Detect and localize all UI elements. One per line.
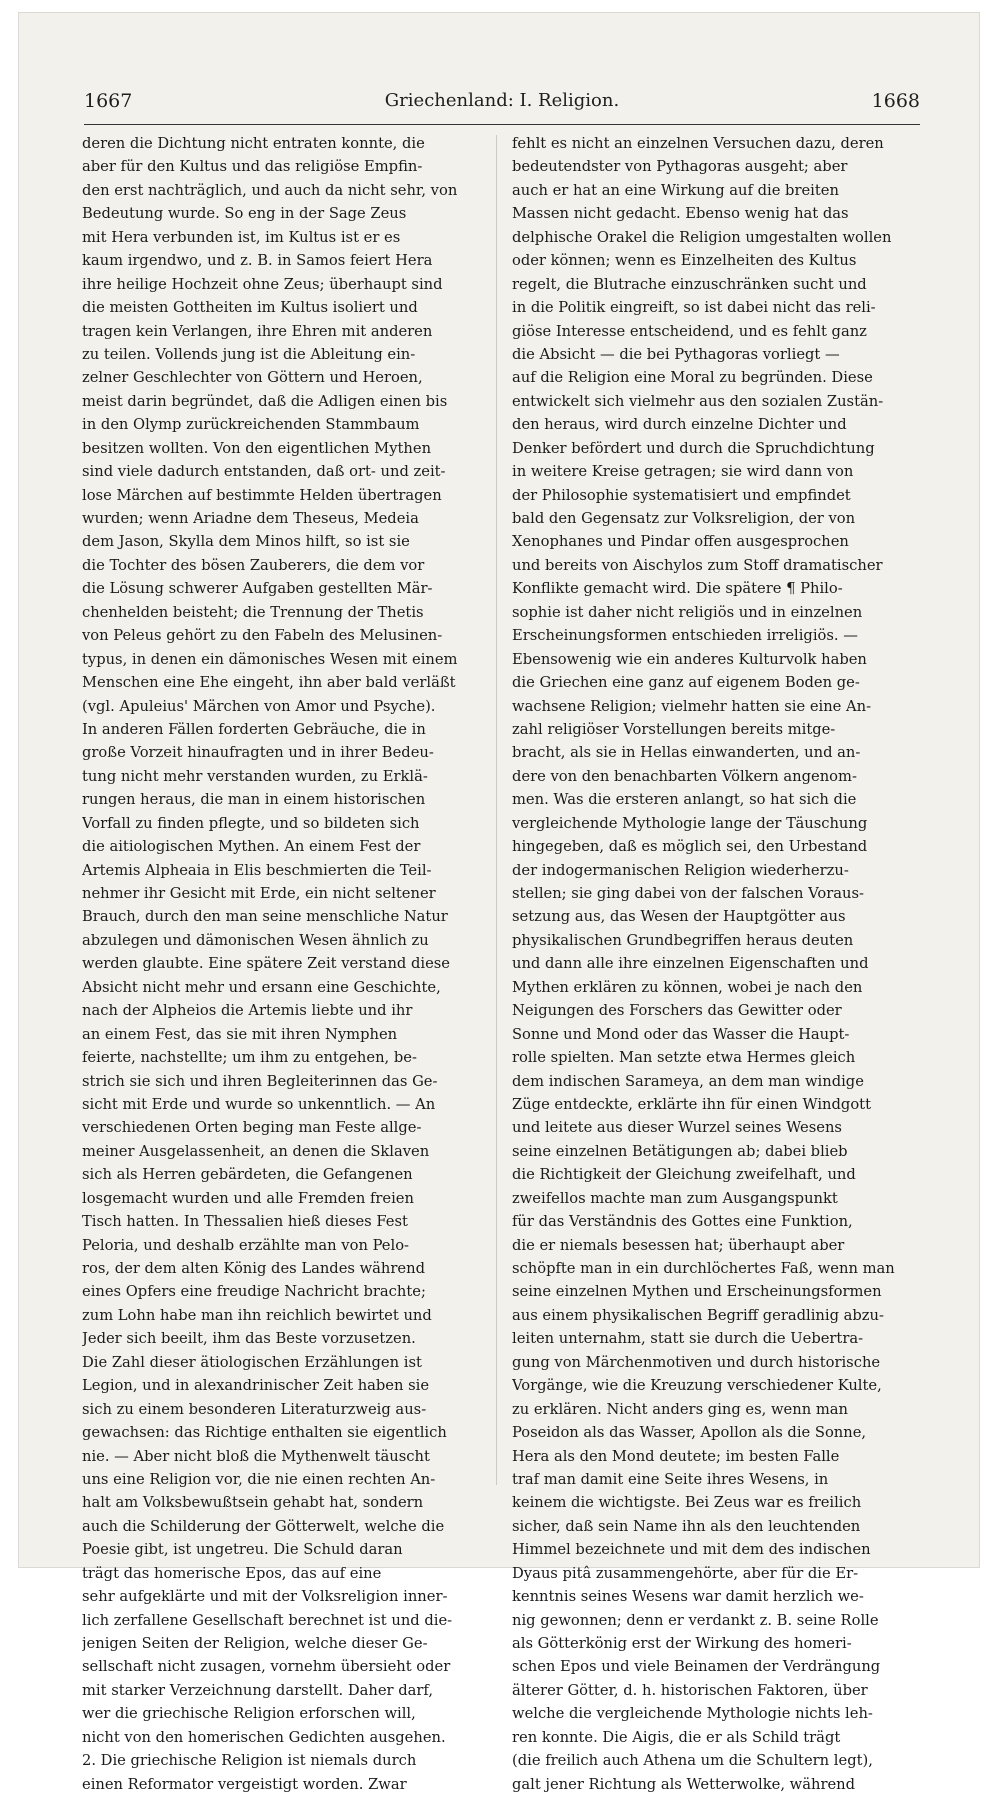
text-line: zu erklären. Nicht anders ging es, wenn man (512, 1400, 848, 1418)
text-line: nehmer ihr Gesicht mit Erde, ein nicht seltener (82, 885, 436, 902)
text-line: Peloria, und deshalb erzählte man von Pelo- (82, 1236, 409, 1254)
text-line: wachsene Religion; vielmehr hatten sie eine An- (512, 697, 872, 715)
text-line: Konflikte gemacht wird. Die spätere ¶ Philo- (512, 580, 843, 598)
text-line: Bedeutung wurde. So eng in der Sage Zeus (82, 205, 407, 223)
text-line: zum Lohn habe man ihn reichlich bewirtet und (82, 1306, 432, 1324)
text-line: aber für den Kultus und das religiöse Empfin- (82, 158, 423, 176)
text-line: kenntnis seines Wesens war damit herzlich we- (512, 1588, 864, 1606)
text-line: für das Verständnis des Gottes eine Funktion, (512, 1213, 853, 1231)
text-line: nicht von den homerischen Gedichten ausgehen. (82, 1728, 446, 1746)
text-line: der indogermanischen Religion wiederherzu- (512, 861, 849, 879)
text-line: Massen nicht gedacht. Ebenso wenig hat das (512, 205, 849, 223)
text-line: wer die griechische Religion erforschen will, (82, 1705, 416, 1723)
text-line: stellen; sie ging dabei von der falschen Voraus- (512, 885, 864, 902)
text-line: welche die vergleichende Mythologie nichts leh- (512, 1705, 873, 1723)
text-line: älterer Götter, d. h. historischen Faktoren, über (512, 1681, 868, 1699)
text-line: und dann alle ihre einzelnen Eigenschaften und (512, 955, 869, 973)
text-line: in den Olymp zurückreichenden Stammbaum (82, 416, 420, 434)
text-line: den heraus, wird durch einzelne Dichter und (512, 416, 847, 434)
text-line: Himmel bezeichnete und mit dem des indischen (512, 1541, 871, 1559)
text-line: abzulegen und dämonischen Wesen ähnlich zu (82, 931, 429, 949)
text-line: Artemis Alpheaia in Elis beschmierten die Teil- (82, 861, 432, 879)
text-line: fehlt es nicht an einzelnen Versuchen dazu, deren (512, 135, 884, 152)
text-line: in weitere Kreise getragen; sie wird dann von (512, 463, 854, 481)
header-rule (84, 124, 920, 125)
right-column (512, 132, 922, 1796)
text-line: sicht mit Erde und wurde so unkenntlich. — An (82, 1095, 436, 1113)
text-line: oder können; wenn es Einzelheiten des Kultus (512, 252, 857, 270)
page-number-right: 1668 (871, 90, 920, 112)
text-line: Absicht nicht mehr und ersann eine Geschichte, (82, 978, 441, 996)
text-line: Xenophanes und Pindar offen ausgesprochen (512, 533, 849, 551)
text-line: Tisch hatten. In Thessalien hieß dieses Fest (82, 1213, 408, 1231)
text-line: schen Epos und viele Beinamen der Verdrängung (512, 1658, 881, 1676)
text-line: Poesie gibt, ist ungetreu. Die Schuld daran (82, 1541, 403, 1559)
text-line: bald den Gegensatz zur Volksreligion, der von (512, 510, 856, 527)
text-line: meist darin begründet, daß die Adligen einen bis (82, 392, 448, 410)
text-line: die aitiologischen Mythen. An einem Fest der (82, 838, 421, 856)
text-line: an einem Fest, das sie mit ihren Nymphen (82, 1025, 398, 1043)
text-line: Jeder sich beeilt, ihm das Beste vorzusetzen. (82, 1330, 416, 1348)
text-line: Ebensowenig wie ein anderes Kulturvolk haben (512, 650, 867, 668)
text-line: rungen heraus, die man in einem historischen (82, 791, 426, 809)
text-line: von Peleus gehört zu den Fabeln des Melusinen- (82, 627, 443, 645)
text-line: zweifellos machte man zum Ausgangspunkt (512, 1189, 838, 1207)
text-line: die er niemals besessen hat; überhaupt aber (512, 1236, 845, 1254)
text-line: Vorgänge, wie die Kreuzung verschiedener Kulte, (512, 1377, 882, 1395)
text-line: chenhelden beisteht; die Trennung der Thetis (82, 603, 424, 621)
text-line: seine einzelnen Betätigungen ab; dabei blieb (512, 1142, 848, 1160)
text-line: und bereits von Aischylos zum Stoff dramatischer (512, 556, 883, 574)
text-line: sind viele dadurch entstanden, daß ort- und zeit- (82, 463, 446, 481)
text-line: die Absicht — die bei Pythagoras vorliegt — (512, 345, 840, 363)
page-number-left: 1667 (84, 90, 133, 112)
text-line: lich zerfallene Gesellschaft berechnet ist und die- (82, 1611, 453, 1629)
text-line: strich sie sich und ihren Begleiterinnen das Ge- (82, 1072, 438, 1090)
text-line: deren die Dichtung nicht entraten konnte, die (82, 135, 425, 152)
text-line: mit Hera verbunden ist, im Kultus ist er es (82, 228, 401, 246)
text-line: halt am Volksbewußtsein gehabt hat, sondern (82, 1494, 424, 1512)
text-line: meiner Ausgelassenheit, an denen die Sklaven (82, 1142, 430, 1160)
text-line: Legion, und in alexandrinischer Zeit haben sie (82, 1377, 430, 1395)
text-line: sehr aufgeklärte und mit der Volksreligion inner- (82, 1588, 448, 1606)
text-line: losgemacht wurden und alle Fremden freien (82, 1189, 414, 1207)
text-line: sellschaft nicht zusagen, vornehm übersieht oder (82, 1658, 451, 1676)
text-line: sicher, daß sein Name ihn als den leuchtenden (512, 1517, 861, 1535)
text-line: Poseidon als das Wasser, Apollon als die Sonne, (512, 1424, 867, 1442)
text-line: sich zu einem besonderen Literaturzweig aus- (82, 1400, 427, 1418)
text-line: die Griechen eine ganz auf eigenem Boden ge- (512, 674, 860, 692)
text-line: bedeutendster von Pythagoras ausgeht; aber (512, 158, 848, 176)
text-line: In anderen Fällen forderten Gebräuche, die in (82, 720, 426, 738)
column-gutter (496, 135, 497, 1485)
text-line: dem Jason, Skylla dem Minos hilft, so ist sie (82, 533, 410, 551)
text-line: ren konnte. Die Aigis, die er als Schild trägt (512, 1728, 841, 1746)
text-line: ros, der dem alten König des Landes während (82, 1260, 425, 1277)
text-line: (die freilich auch Athena um die Schultern legt), (512, 1752, 873, 1770)
text-line: Hera als den Mond deutete; im besten Falle (512, 1447, 840, 1465)
text-line: Erscheinungsformen entschieden irreligiös. — (512, 627, 858, 645)
text-line: 2. Die griechische Religion ist niemals durch (82, 1752, 417, 1770)
text-line: gewachsen: das Richtige enthalten sie eigentlich (82, 1424, 447, 1442)
text-line: zahl religiöser Vorstellungen bereits mitge- (512, 720, 836, 738)
text-line: sophie ist daher nicht religiös und in einzelnen (512, 603, 863, 621)
text-line: regelt, die Blutrache einzuschränken sucht und (512, 275, 867, 293)
text-line: in die Politik eingreift, so ist dabei nicht das reli- (512, 299, 876, 317)
text-line: die Tochter des bösen Zauberers, die dem vor (82, 556, 425, 574)
text-line: galt jener Richtung als Wetterwolke, während (512, 1775, 856, 1793)
text-line: jenigen Seiten der Religion, welche dieser Ge- (82, 1635, 428, 1652)
text-line: die Richtigkeit der Gleichung zweifelhaft, und (512, 1166, 856, 1184)
text-line: Züge entdeckte, erklärte ihn für einen Windgott (512, 1095, 871, 1113)
text-line: den erst nachträglich, und auch da nicht sehr, von (82, 181, 458, 199)
text-line: uns eine Religion vor, die nie einen rechten An- (82, 1470, 436, 1488)
running-header (84, 88, 920, 124)
text-line: die meisten Gottheiten im Kultus isoliert und (82, 299, 418, 317)
text-line: traf man damit eine Seite ihres Wesens, in (512, 1470, 829, 1488)
text-line: zelner Geschlechter von Göttern und Heroen, (82, 369, 423, 387)
text-line: Sonne und Mond oder das Wasser die Haupt- (512, 1025, 850, 1043)
text-line: verschiedenen Orten beging man Feste allge- (82, 1119, 422, 1137)
running-title: Griechenland: I. Religion. (384, 90, 620, 111)
text-line: Menschen eine Ehe eingeht, ihn aber bald verläßt (82, 674, 456, 692)
text-line: große Vorzeit hinaufragten und in ihrer Bedeu- (82, 744, 434, 762)
text-line: feierte, nachstellte; um ihm zu entgehen, be- (82, 1049, 417, 1067)
text-line: eines Opfers eine freudige Nachricht brachte; (82, 1283, 426, 1301)
text-line: sich als Herren gebärdeten, die Gefangenen (82, 1166, 413, 1184)
text-line: ihre heilige Hochzeit ohne Zeus; überhaupt sind (82, 275, 443, 293)
text-line: Mythen erklären zu können, wobei je nach den (512, 978, 863, 996)
text-line: auch die Schilderung der Götterwelt, welche die (82, 1517, 445, 1535)
text-line: Vorfall zu finden pflegte, und so bildeten sich (82, 814, 420, 832)
text-line: bracht, als sie in Hellas einwanderten, und an- (512, 744, 861, 762)
text-line: entwickelt sich vielmehr aus den sozialen Zustän- (512, 392, 884, 410)
text-line: giöse Interesse entscheidend, und es fehlt ganz (512, 322, 867, 340)
text-line: Neigungen des Forschers das Gewitter oder (512, 1002, 842, 1020)
text-line: typus, in denen ein dämonisches Wesen mit einem (82, 650, 458, 668)
text-line: keinem die wichtigste. Bei Zeus war es freilich (512, 1494, 862, 1512)
text-line: aus einem physikalischen Begriff geradlinig abzu- (512, 1306, 884, 1324)
text-line: setzung aus, das Wesen der Hauptgötter aus (512, 908, 846, 926)
text-line: tung nicht mehr verstanden wurden, zu Erklä- (82, 767, 428, 785)
text-line: auch er hat an eine Wirkung auf die breiten (512, 181, 839, 199)
text-line: und leitete aus dieser Wurzel seines Wesens (512, 1119, 842, 1137)
text-line: nig gewonnen; denn er verdankt z. B. seine Rolle (512, 1611, 879, 1629)
text-line: hingegeben, daß es möglich sei, den Urbestand (512, 838, 868, 856)
text-line: dem indischen Sarameya, an dem man windige (512, 1072, 864, 1090)
text-line: der Philosophie systematisiert und empfindet (512, 486, 851, 504)
text-line: Die Zahl dieser ätiologischen Erzählungen ist (82, 1353, 422, 1371)
text-line: als Götterkönig erst der Wirkung des homeri- (512, 1635, 852, 1652)
text-line: nie. — Aber nicht bloß die Mythenwelt täuscht (82, 1447, 430, 1465)
text-line: delphische Orakel die Religion umgestalten wollen (512, 228, 892, 246)
text-line: mit starker Verzeichnung darstellt. Daher darf, (82, 1681, 434, 1699)
text-line: Dyaus pitâ zusammengehörte, aber für die Er- (512, 1564, 859, 1582)
text-line: vergleichende Mythologie lange der Täuschung (512, 814, 868, 832)
text-line: besitzen wollten. Von den eigentlichen Mythen (82, 439, 432, 457)
text-line: Denker befördert und durch die Spruchdichtung (512, 439, 875, 457)
text-line: tragen kein Verlangen, ihre Ehren mit anderen (82, 322, 433, 340)
text-line: schöpfte man in ein durchlöchertes Faß, wenn man (512, 1260, 895, 1277)
text-line: lose Märchen auf bestimmte Helden übertragen (82, 486, 442, 504)
text-line: auf die Religion eine Moral zu begründen. Diese (512, 369, 873, 387)
left-column (82, 132, 492, 1796)
text-line: rolle spielten. Man setzte etwa Hermes gleich (512, 1049, 856, 1067)
text-line: die Lösung schwerer Aufgaben gestellten Mär- (82, 580, 433, 598)
text-line: physikalischen Grundbegriffen heraus deuten (512, 931, 854, 949)
text-line: wurden; wenn Ariadne dem Theseus, Medeia (82, 510, 419, 527)
text-line: leiten unternahm, statt sie durch die Uebertra- (512, 1330, 864, 1348)
text-line: men. Was die ersteren anlangt, so hat sich die (512, 791, 857, 809)
text-line: seine einzelnen Mythen und Erscheinungsformen (512, 1283, 882, 1301)
text-line: einen Reformator vergeistigt worden. Zwar (82, 1775, 407, 1793)
text-line: zu teilen. Vollends jung ist die Ableitung ein- (82, 345, 416, 363)
text-line: nach der Alpheios die Artemis liebte und ihr (82, 1002, 413, 1020)
text-line: trägt das homerische Epos, das auf eine (82, 1564, 382, 1582)
text-line: gung von Märchenmotiven und durch historische (512, 1353, 881, 1371)
text-line: Brauch, durch den man seine menschliche Natur (82, 908, 448, 926)
text-line: kaum irgendwo, und z. B. in Samos feiert Hera (82, 252, 433, 270)
text-line: werden glaubte. Eine spätere Zeit verstand diese (82, 955, 450, 973)
text-line: (vgl. Apuleius' Märchen von Amor und Psyche). (82, 697, 436, 715)
text-line: dere von den benachbarten Völkern angenom- (512, 767, 857, 785)
